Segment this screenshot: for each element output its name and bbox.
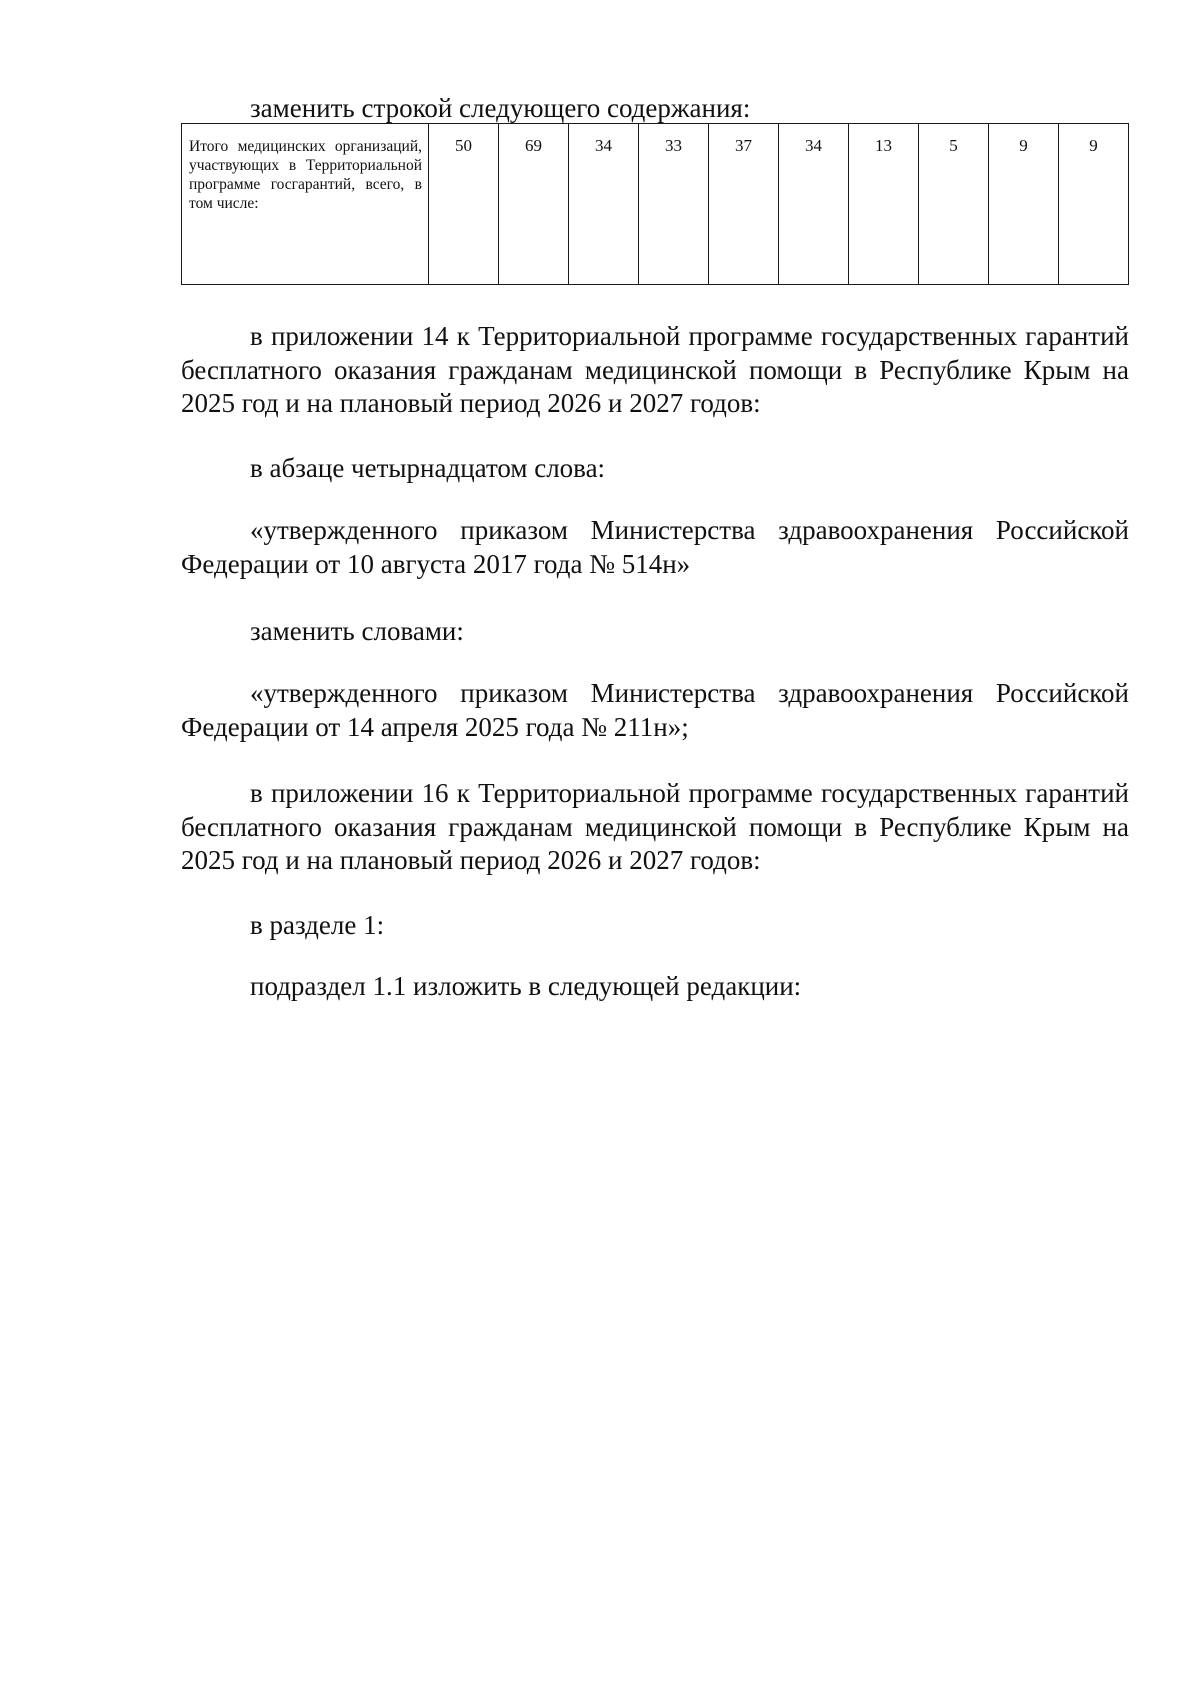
value-cell: 50 xyxy=(429,124,499,285)
value-cell: 34 xyxy=(779,124,849,285)
value-cell: 34 xyxy=(569,124,639,285)
summary-table xyxy=(181,123,1129,285)
paragraph-appendix-14: в приложении 14 к Территориальной программе государственных гарантий бесплатного оказания гражданам медицинской помощи в Республике Крым на 2025 год и на плановый период 2026 и 2027 годов: xyxy=(181,321,1129,418)
paragraph-section-1: в разделе 1: xyxy=(250,910,385,940)
paragraph-new-wording: «утвержденного приказом Министерства здравоохранения Российской Федерации от 14 апреля 2025 года № 211н»; xyxy=(181,678,1129,742)
value-cell: 69 xyxy=(499,124,569,285)
row-label-cell: Итого медицинских организаций, участвующих в Территориальной программе госгарантий, всего, в том числе: xyxy=(182,124,429,285)
paragraph-fourteenth-clause: в абзаце четырнадцатом слова: xyxy=(250,453,606,483)
value-cell: 9 xyxy=(1059,124,1129,285)
intro-line: заменить строкой следующего содержания: xyxy=(250,93,751,123)
paragraph-old-wording: «утвержденного приказом Министерства здравоохранения Российской Федерации от 10 августа 2017 года № 514н» xyxy=(181,515,1129,579)
value-cell: 37 xyxy=(709,124,779,285)
paragraph-appendix-16: в приложении 16 к Территориальной программе государственных гарантий бесплатного оказания гражданам медицинской помощи в Республике Крым на 2025 год и на плановый период 2026 и 2027 годов: xyxy=(181,778,1129,875)
paragraph-replace-with: заменить словами: xyxy=(250,616,464,646)
value-cell: 9 xyxy=(989,124,1059,285)
table-row xyxy=(182,124,1129,285)
value-cell: 33 xyxy=(639,124,709,285)
value-cell: 5 xyxy=(919,124,989,285)
paragraph-subsection-1-1: подраздел 1.1 изложить в следующей редакции: xyxy=(250,971,802,1001)
value-cell: 13 xyxy=(849,124,919,285)
